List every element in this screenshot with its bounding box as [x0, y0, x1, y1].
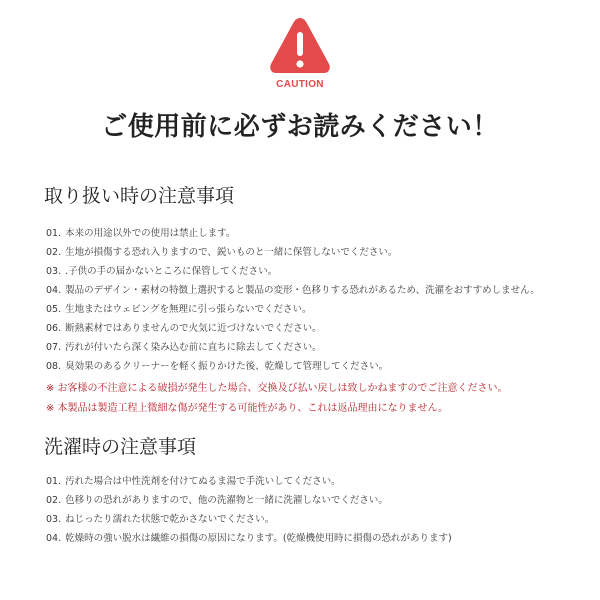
damage-notice: ※ お客様の不注意による破損が発生した場合、交換及び払い戻しは致しかねますのでご注意ください。	[46, 383, 508, 394]
item-text: 生地が損傷する恐れ入りますので、鋭いものと一緒に保管しないでください。	[65, 247, 398, 258]
item-number: 03.	[46, 266, 62, 277]
caution-badge	[0, 14, 600, 90]
list-item	[46, 319, 586, 338]
return-notice: ※ 本製品は製造工程上微細な傷が発生する可能性があり、これは返品理由になりません。	[46, 403, 449, 414]
warning-triangle-icon	[268, 14, 332, 78]
list-item	[46, 472, 586, 491]
item-number: 06.	[46, 323, 62, 334]
item-number: 04.	[46, 285, 62, 296]
handling-heading: 取り扱い時の注意事項	[44, 185, 235, 207]
item-text: ねじったり濡れた状態で乾かさないでください。	[65, 514, 275, 525]
item-number: 04.	[46, 533, 62, 544]
item-text: 臭効果のあるクリーナーを軽く振りかけた後、乾燥して管理してください。	[65, 361, 389, 372]
list-item	[46, 262, 586, 281]
item-text: 汚れが付いたら深く染み込む前に直ちに除去してください。	[65, 342, 322, 353]
list-item	[46, 529, 586, 548]
item-text: 汚れた場合は中性洗剤を付けてぬるま湯で手洗いしてください。	[65, 476, 341, 487]
item-number: 02.	[46, 247, 62, 258]
caution-label: CAUTION	[276, 79, 324, 90]
item-text: 断熱素材ではありませんので火気に近づけないでください。	[65, 323, 322, 334]
washing-list	[46, 472, 586, 548]
list-item	[46, 510, 586, 529]
item-number: 07.	[46, 342, 62, 353]
item-number: 05.	[46, 304, 62, 315]
item-text: 乾燥時の強い脱水は繊維の損傷の原因になります。(乾燥機使用時に損傷の恐れがあります)	[65, 533, 452, 544]
list-item	[46, 243, 586, 262]
list-item	[46, 357, 586, 376]
item-text: 製品のデザイン・素材の特徴上選択すると製品の変形・色移りする恐れがあるため、洗濯をおすすめしません。	[65, 285, 540, 296]
item-number: 03.	[46, 514, 62, 525]
list-item	[46, 224, 586, 243]
item-text: 本来の用途以外での使用は禁止します。	[65, 228, 236, 239]
list-item	[46, 281, 586, 300]
page-title: ご使用前に必ずお読みください！	[101, 112, 499, 142]
item-number: 02.	[46, 495, 62, 506]
item-number: 08.	[46, 361, 62, 372]
list-item	[46, 491, 586, 510]
item-number: 01.	[46, 228, 62, 239]
list-item	[46, 338, 586, 357]
item-text: 生地またはウェビングを無理に引っ張らないでください。	[65, 304, 312, 315]
list-item	[46, 300, 586, 319]
item-text: 色移りの恐れがありますので、他の洗濯物と一緒に洗濯しないでください。	[65, 495, 388, 506]
item-number: 01.	[46, 476, 62, 487]
washing-heading: 洗濯時の注意事項	[44, 436, 197, 458]
handling-list	[46, 224, 586, 376]
item-text: .子供の手の届かないところに保管してください。	[65, 266, 278, 277]
